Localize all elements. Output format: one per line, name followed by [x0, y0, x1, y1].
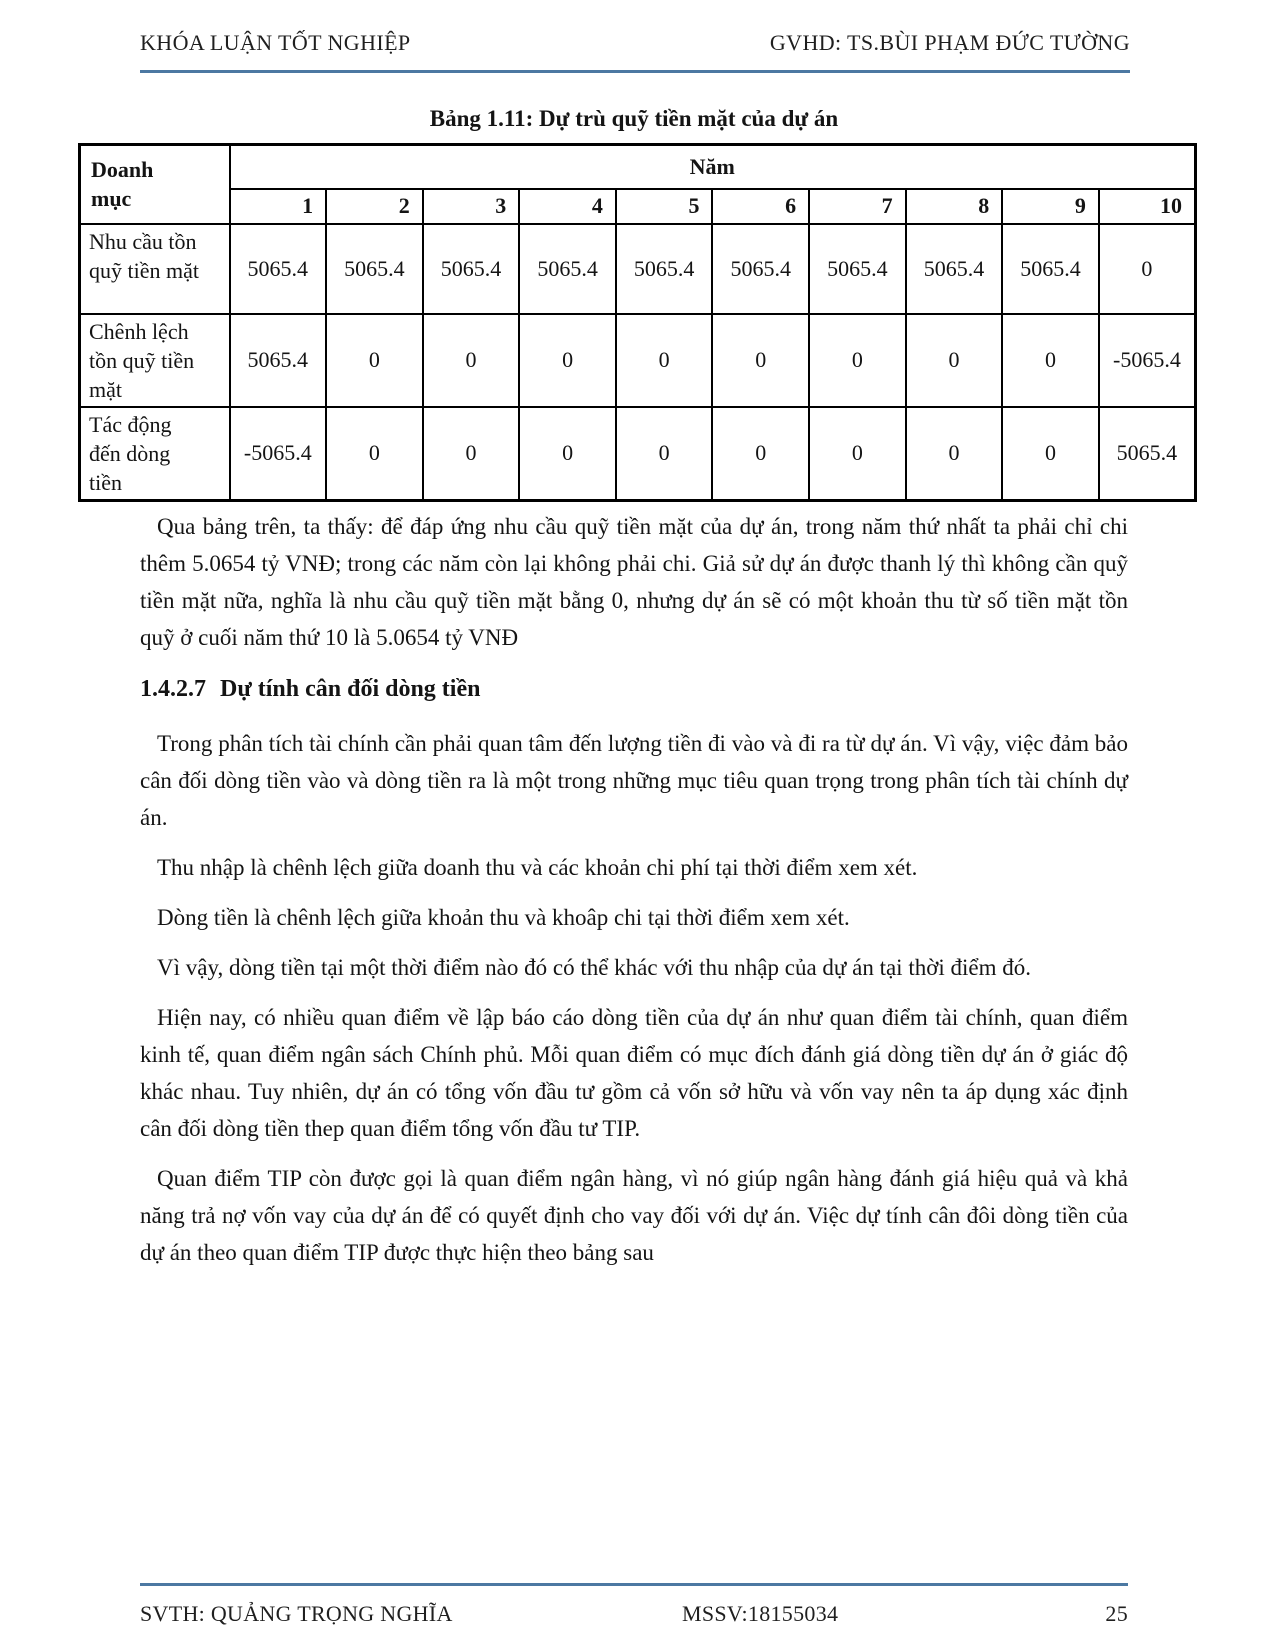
- year-column-header: 1: [230, 189, 327, 224]
- table-cell: 0: [616, 314, 713, 407]
- table-cell: 5065.4: [712, 224, 809, 314]
- row-label: Chênh lệch tồn quỹ tiền mặt: [80, 314, 230, 407]
- table-cell: 5065.4: [1002, 224, 1099, 314]
- footer-student-id: MSSV:18155034: [682, 1601, 839, 1626]
- corner-header: Doanh mục: [80, 145, 230, 224]
- table-cell: 5065.4: [423, 224, 520, 314]
- paragraph: Trong phân tích tài chính cần phải quan tâm đến lượng tiền đi vào và đi ra từ dự án. Vì vậy, việc đảm bảo cân đối dòng tiền vào và dòng tiền ra là một trong những mục tiêu quan trọng trong phân tích tài chính dự án.: [140, 730, 1128, 830]
- year-group-header: Năm: [230, 145, 1196, 189]
- table-cell: 0: [712, 407, 809, 501]
- cash-fund-table: [78, 143, 1197, 502]
- table-cell: 0: [906, 407, 1003, 501]
- page-number: 25: [1105, 1601, 1128, 1626]
- table-cell: 0: [519, 407, 616, 501]
- header-document-title: KHÓA LUẬN TỐT NGHIỆP: [140, 30, 411, 55]
- paragraph: Dòng tiền là chênh lệch giữa khoản thu và khoâp chi tại thời điểm xem xét.: [157, 904, 850, 930]
- page-body: [89, 104, 1182, 1284]
- table-cell: -5065.4: [1099, 314, 1196, 407]
- year-column-header: 10: [1099, 189, 1196, 224]
- table-cell: 0: [326, 407, 423, 501]
- table-cell: 5065.4: [519, 224, 616, 314]
- table-cell: 0: [423, 407, 520, 501]
- row-label: Nhu cầu tồn quỹ tiền mặt: [80, 224, 230, 314]
- paragraph: Vì vậy, dòng tiền tại một thời điểm nào đó có thể khác với thu nhập của dự án tại thời điểm đó.: [157, 954, 1031, 980]
- table-cell: 5065.4: [230, 224, 327, 314]
- table-cell: 0: [519, 314, 616, 407]
- table-row: [80, 224, 1196, 314]
- section-title: Dự tính cân đối dòng tiền: [220, 675, 481, 702]
- year-column-header: 2: [326, 189, 423, 224]
- table-row: [80, 407, 1196, 501]
- year-header-row: [80, 189, 1196, 224]
- table-cell: 0: [809, 407, 906, 501]
- table-header: [80, 145, 1196, 224]
- year-column-header: 7: [809, 189, 906, 224]
- paragraph: Hiện nay, có nhiều quan điểm về lập báo cáo dòng tiền của dự án như quan điểm tài chính, quan điểm kinh tế, quan điểm ngân sách Chính phủ. Mỗi quan điểm có mục đích đánh giá dòng tiền dự án ở giác độ khác nhau. Tuy nhiên, dự án có tổng vốn đầu tư gồm cả vốn sở hữu và vốn vay nên ta áp dụng xác định cân đối dòng tiền thep quan điểm tổng vốn đầu tư TIP.: [140, 1004, 1128, 1141]
- year-column-header: 3: [423, 189, 520, 224]
- paragraph: Quan điểm TIP còn được gọi là quan điểm ngân hàng, vì nó giúp ngân hàng đánh giá hiệu quả và khả năng trả nợ vốn vay của dự án để có quyết định cho vay đối với dự án. Việc dự tính cân đôi dòng tiền của dự án theo quan điểm TIP được thực hiện theo bảng sau: [140, 1165, 1128, 1265]
- table-cell: -5065.4: [230, 407, 327, 501]
- table-cell: 5065.4: [1099, 407, 1196, 501]
- table-body: [80, 224, 1196, 501]
- header-advisor: GVHD: TS.BÙI PHẠM ĐỨC TƯỜNG: [769, 30, 1130, 55]
- page-header: [140, 30, 1130, 73]
- table-cell: 5065.4: [906, 224, 1003, 314]
- table-cell: 0: [712, 314, 809, 407]
- year-column-header: 8: [906, 189, 1003, 224]
- table-cell: 0: [809, 314, 906, 407]
- section-heading: [140, 671, 1128, 707]
- table-caption: Bảng 1.11: Dự trù quỹ tiền mặt của dự án: [429, 106, 839, 131]
- paragraph: Thu nhập là chênh lệch giữa doanh thu và các khoản chi phí tại thời điểm xem xét.: [157, 854, 918, 880]
- table-cell: 0: [423, 314, 520, 407]
- table-cell: 5065.4: [230, 314, 327, 407]
- year-column-header: 4: [519, 189, 616, 224]
- table-cell: 5065.4: [326, 224, 423, 314]
- group-header-row: [80, 145, 1196, 189]
- table-cell: 0: [1002, 407, 1099, 501]
- table-cell: 0: [906, 314, 1003, 407]
- year-column-header: 9: [1002, 189, 1099, 224]
- table-cell: 5065.4: [809, 224, 906, 314]
- section-number: 1.4.2.7: [140, 675, 206, 702]
- table-cell: 0: [1002, 314, 1099, 407]
- page-footer: [140, 1583, 1128, 1627]
- intro-paragraph: Qua bảng trên, ta thấy: để đáp ứng nhu cầu quỹ tiền mặt của dự án, trong năm thứ nhất ta phải chỉ chi thêm 5.0654 tỷ VNĐ; trong các năm còn lại không phải chi. Giả sử dự án được thanh lý thì không cần quỹ tiền mặt nữa, nghĩa là nhu cầu quỹ tiền mặt bằng 0, nhưng dự án sẽ có một khoản thu từ số tiền mặt tồn quỹ ở cuối năm thứ 10 là 5.0654 tỷ VNĐ: [140, 513, 1128, 650]
- table-cell: 5065.4: [616, 224, 713, 314]
- footer-author: SVTH: QUẢNG TRỌNG NGHĨA: [140, 1601, 453, 1626]
- year-column-header: 6: [712, 189, 809, 224]
- table-cell: 0: [616, 407, 713, 501]
- year-column-header: 5: [616, 189, 713, 224]
- table-cell: 0: [1099, 224, 1196, 314]
- table-cell: 0: [326, 314, 423, 407]
- table-row: [80, 314, 1196, 407]
- row-label: Tác động đến dòng tiền: [80, 407, 230, 501]
